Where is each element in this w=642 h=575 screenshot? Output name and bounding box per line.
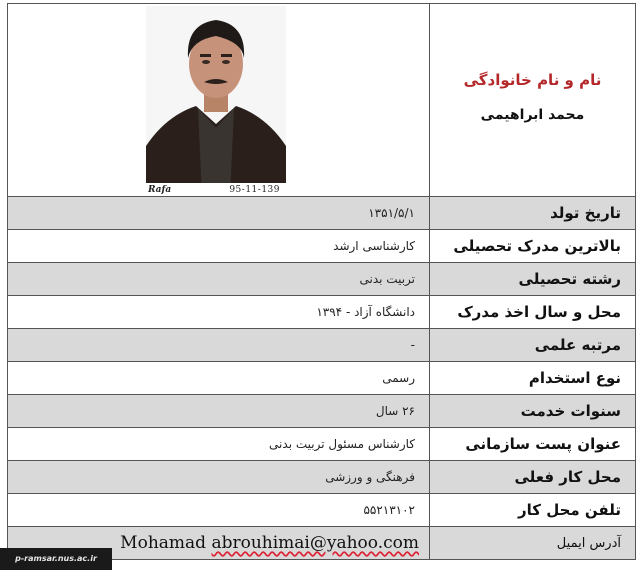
email-label: آدرس ایمیل <box>430 527 636 560</box>
header-row <box>8 4 636 197</box>
current-workplace-label: محل کار فعلی <box>430 461 636 494</box>
cv-table <box>7 3 636 560</box>
field-of-study-label: رشته تحصیلی <box>430 263 636 296</box>
work-phone-value: ۵۵۲۱۳۱۰۲ <box>8 494 430 527</box>
name-title: نام و نام خانوادگی <box>463 71 602 89</box>
job-title-label: عنوان پست سازمانی <box>430 428 636 461</box>
photo-caption-right: 95-11-139 <box>229 185 280 195</box>
row-years-of-service <box>8 395 636 428</box>
row-degree-place-year <box>8 296 636 329</box>
academic-rank-label: مرتبه علمی <box>430 329 636 362</box>
degree-place-year-value: دانشگاه آزاد - ۱۳۹۴ <box>8 296 430 329</box>
email-address: abrouhimai@yahoo.com <box>211 533 419 553</box>
highest-degree-label: بالاترین مدرک تحصیلی <box>430 230 636 263</box>
row-birth-date <box>8 197 636 230</box>
portrait-image <box>146 6 286 197</box>
employment-type-label: نوع استخدام <box>430 362 636 395</box>
row-highest-degree <box>8 230 636 263</box>
email-prefix: Mohamad <box>120 533 212 553</box>
photo-caption-left: Rafa <box>148 185 172 195</box>
birth-date-label: تاریخ تولد <box>430 197 636 230</box>
photo-cell <box>8 4 430 197</box>
photo-caption <box>146 183 286 197</box>
portrait-photo <box>146 6 286 197</box>
row-employment-type <box>8 362 636 395</box>
row-academic-rank <box>8 329 636 362</box>
academic-rank-value: - <box>8 329 430 362</box>
degree-place-year-label: محل و سال اخذ مدرک <box>430 296 636 329</box>
site-watermark: p-ramsar.nus.ac.ir <box>0 548 112 570</box>
employment-type-value: رسمی <box>8 362 430 395</box>
years-of-service-value: ۲۶ سال <box>8 395 430 428</box>
highest-degree-value: کارشناسی ارشد <box>8 230 430 263</box>
birth-date-value: ۱۳۵۱/۵/۱ <box>8 197 430 230</box>
current-workplace-value: فرهنگی و ورزشی <box>8 461 430 494</box>
years-of-service-label: سنوات خدمت <box>430 395 636 428</box>
row-field-of-study <box>8 263 636 296</box>
job-title-value: کارشناس مسئول تربیت بدنی <box>8 428 430 461</box>
field-of-study-value: تربیت بدنی <box>8 263 430 296</box>
name-value: محمد ابراهیمی <box>480 107 585 123</box>
row-work-phone <box>8 494 636 527</box>
work-phone-label: تلفن محل کار <box>430 494 636 527</box>
row-current-workplace <box>8 461 636 494</box>
row-job-title <box>8 428 636 461</box>
name-cell <box>430 4 636 197</box>
